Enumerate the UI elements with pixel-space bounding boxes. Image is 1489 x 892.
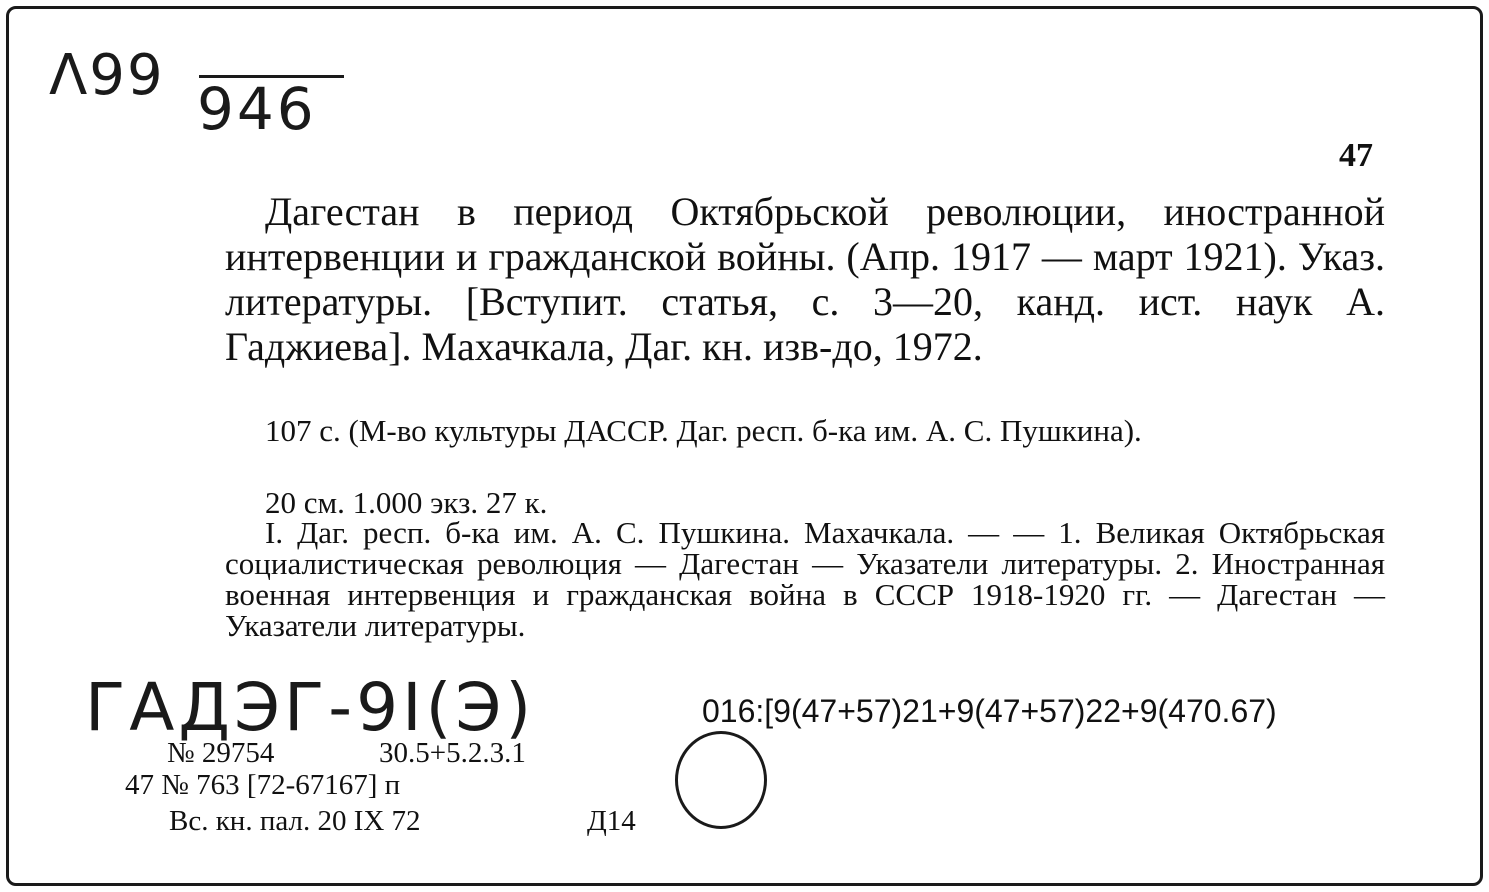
catalog-card xyxy=(6,6,1483,886)
card-number-code: 30.5+5.2.3.1 xyxy=(379,737,526,769)
d-code: Д14 xyxy=(587,805,636,837)
bibliographic-title: Дагестан в период Октябрьской революции, иностранной интервенции и гражданской войны. (Апр. 1917 — март 1921). Указ. литературы. [Вступит. статья, с. 3—20, канд. ист. наук А. Гаджиева]. Махачкала, Даг. кн. изв-до, 1972. xyxy=(225,189,1385,369)
chamber-date: Вс. кн. пал. 20 IX 72 xyxy=(169,805,421,837)
card-number: № 29754 xyxy=(167,737,275,769)
format-edition: 20 см. 1.000 экз. 27 к. xyxy=(265,485,548,520)
classification-code: 016:[9(47+57)21+9(47+57)22+9(470.67) xyxy=(702,693,1277,729)
stamp-circle xyxy=(675,731,767,829)
shelf-mark-bottom: 946 xyxy=(197,75,317,143)
order-line: 47 № 763 [72-67167] п xyxy=(125,769,401,801)
page-number: 47 xyxy=(1339,137,1373,174)
handwritten-cipher: ГАДЭГ-9І(Э) xyxy=(85,669,536,746)
pages-series: 107 с. (М-во культуры ДАССР. Даг. респ. б-ка им. А. С. Пушкина). xyxy=(265,413,1142,448)
subject-headings: I. Даг. респ. б-ка им. А. С. Пушкина. Махачкала. — — 1. Великая Октябрьская социалистическая революция — Дагестан — Указатели литературы. 2. Иностранная военная интервенция и гражданская война в СССР 1918-1920 гг. — Дагестан — Указатели литературы. xyxy=(225,515,1385,643)
shelf-mark-top: Λ99 xyxy=(49,43,165,108)
